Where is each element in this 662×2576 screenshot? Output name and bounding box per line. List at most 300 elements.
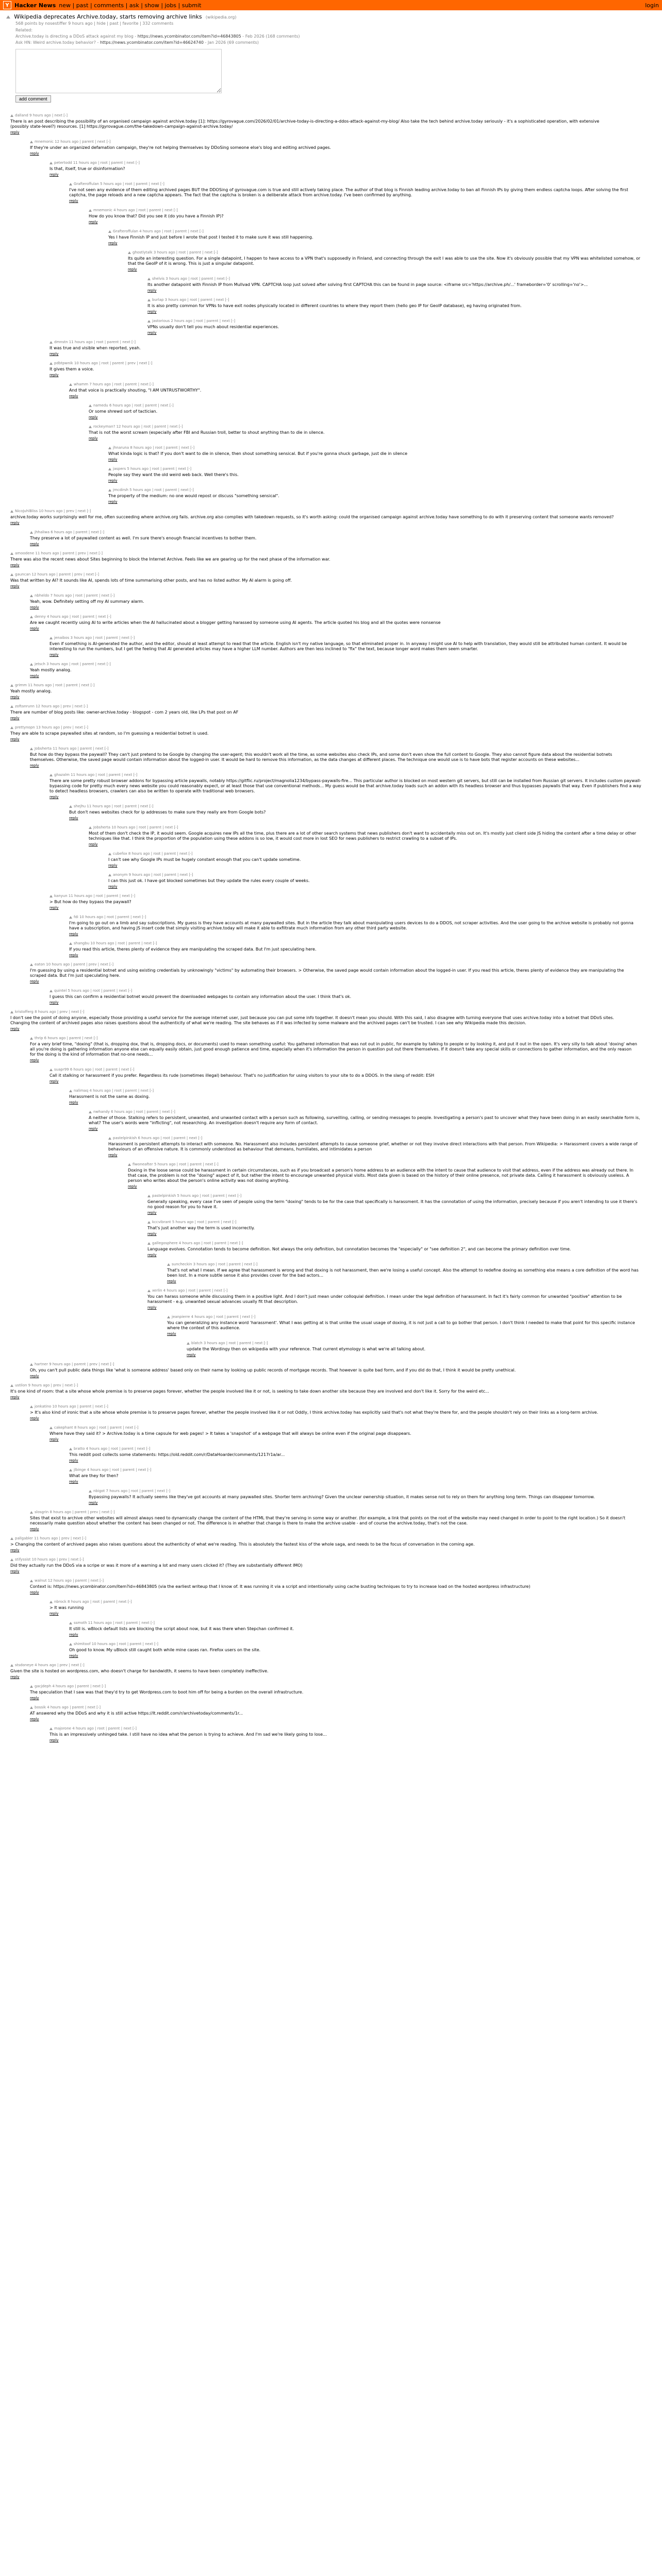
comment-item <box>167 1262 641 1284</box>
comment-item <box>10 509 641 526</box>
related-2-link[interactable]: https://news.ycombinator.com/item?id=46624740 <box>100 40 204 45</box>
reply-link[interactable]: reply <box>10 521 20 525</box>
reply-link[interactable]: reply <box>108 457 118 462</box>
comment-header-text[interactable]: jhnaruna 8 hours ago | root | parent | next [-] <box>113 446 195 450</box>
reply-link[interactable]: reply <box>89 415 98 419</box>
comment-header-text[interactable]: stifyssist 10 hours ago | prev | next [-] <box>15 1557 84 1562</box>
reply-link[interactable]: reply <box>49 1079 59 1083</box>
comment-item <box>30 1510 641 1532</box>
comment-upvote-icon[interactable] <box>108 489 111 492</box>
comment-meta <box>49 1726 641 1731</box>
comment-meta <box>147 297 641 302</box>
comment-header-text[interactable]: dalland 9 hours ago | next [-] <box>15 113 68 117</box>
comment-text: If they're under an organized defamation campaign, they're not helping themselves by DDoSing someone else's blog and editing archived pages. <box>30 145 332 150</box>
comment-text: Did they actually run the DDoS via a scripe or was it more of a warning a lot and many users clicked it? (They are substantially different IMO) <box>10 1563 303 1568</box>
comment-upvote-icon[interactable] <box>30 1405 33 1408</box>
comment-header-text[interactable]: quintel 5 hours ago | root | parent | next [-] <box>54 989 133 993</box>
comment-text: How do you know that? Did you see it (do you have a Finnish IP)? <box>89 214 224 218</box>
site-name[interactable]: Hacker News <box>14 2 56 9</box>
comment-item <box>49 1726 641 1743</box>
comment-upvote-icon[interactable] <box>10 573 13 576</box>
comment-header-text[interactable]: shelvis 3 hours ago | root | parent | next [-] <box>152 277 230 281</box>
reply-link[interactable]: reply <box>89 842 98 846</box>
reply-link[interactable]: reply <box>69 199 78 203</box>
top-nav[interactable]: new | past | comments | ask | show | jobs | submit <box>59 2 202 9</box>
comment-header-text[interactable]: prettynopn 13 hours ago | prev | next [-] <box>15 725 88 730</box>
comment-header-text[interactable]: kristofferg 8 hours ago | prev | next [-] <box>15 1010 85 1014</box>
comment-item <box>30 593 641 610</box>
comment-item <box>10 1536 641 1553</box>
reply-link[interactable]: reply <box>69 1480 78 1484</box>
reply-link[interactable]: reply <box>10 1395 20 1399</box>
comment-header-text[interactable]: cubefox 8 hours ago | root | parent | next [-] <box>113 852 193 856</box>
reply-link[interactable]: reply <box>147 310 157 314</box>
comment-header-text[interactable]: majorone 4 hours ago | root | parent | next [-] <box>54 1726 137 1731</box>
reply-link[interactable]: reply <box>10 695 20 699</box>
comment-header-text[interactable]: petertodd 11 hours ago | root | parent | next [-] <box>54 161 140 165</box>
comment-header-text[interactable]: kccvibrant 5 hours ago | root | parent | next [-] <box>152 1220 237 1224</box>
comment-upvote-icon[interactable] <box>69 916 72 919</box>
comment-upvote-icon[interactable] <box>30 616 33 618</box>
reply-link[interactable]: reply <box>49 906 59 910</box>
reply-link[interactable]: reply <box>49 795 59 799</box>
comment-text: But don't news websites check for ip addresses to make sure they really are from Google bots? <box>69 810 266 815</box>
comment-header-text[interactable]: bratto 4 hours ago | root | parent | next [-] <box>74 1447 151 1451</box>
comment-meta <box>69 1446 641 1451</box>
upvote-icon[interactable] <box>6 15 10 19</box>
reply-link[interactable]: reply <box>167 1279 176 1283</box>
comment-header-text[interactable]: jaspers 5 hours ago | root | parent | next [-] <box>113 467 192 471</box>
comment-text: Even if something is AI-generated the author, and the editor, should at least attempt to read that the article. English isn't my native language, so that eliminated proper in. In anyway I might use AI to help with translation, they would still be attributed human content. It would be interesting to run the numbers, but I get the feeling that AI generated articles may have a higher LLM number. Authors are then less inclined to "fix" the text, because longer word makes them seem smarter. <box>49 641 627 651</box>
comment-header-text[interactable]: kanyun 11 hours ago | root | parent | next [-] <box>54 894 136 898</box>
comment-header-text[interactable]: blatch 3 hours ago | root | parent | next [-] <box>191 1341 268 1345</box>
reply-link[interactable]: reply <box>30 979 39 984</box>
comment-meta <box>69 382 641 387</box>
comment-header-text[interactable]: suncheckin 3 hours ago | root | parent | next [-] <box>172 1262 258 1266</box>
reply-link[interactable]: reply <box>10 1027 20 1031</box>
comment-upvote-icon[interactable] <box>30 595 33 597</box>
comment-meta <box>147 1219 641 1225</box>
comment-item <box>30 1362 641 1379</box>
comment-text: What are they for then? <box>69 1473 119 1478</box>
reply-link[interactable]: reply <box>187 1353 196 1357</box>
comment-text: It is also pretty common for VPNs to have exit nodes physically located in different countries to where they report them (hello geo IP for GeoIP database), eg having originated from. <box>147 303 522 308</box>
comment-text: Doxing in the loose sense could be harassment in certain circumstances, such as if you broadcast a person's home address to an audience with the intent to cause that audience to visit that address, even if the address was already out there. In that case, the problem is not the "doxing" aspect of it, but rather the intent to encourage unwanted physical visits. Most data given is based on the history of their online presence, not private data. Calling it harassment is obviously useless. A person who writes about the person's online activity was not doxing anything. <box>128 1168 634 1183</box>
comment-header-text[interactable]: NicoJuhlBliss 10 hours ago | prev | next [-] <box>15 509 91 513</box>
reply-link[interactable]: reply <box>49 373 59 377</box>
reply-link[interactable]: reply <box>147 289 157 293</box>
comment-header-text[interactable]: suapr99 6 hours ago | root | parent | next [-] <box>54 1067 135 1072</box>
comment-upvote-icon[interactable] <box>147 320 151 323</box>
reply-link[interactable]: reply <box>10 584 20 588</box>
comment-upvote-icon[interactable] <box>128 251 131 254</box>
reply-link[interactable]: reply <box>128 267 137 272</box>
reply-link[interactable]: reply <box>69 1633 78 1637</box>
reply-link[interactable]: reply <box>128 1184 137 1189</box>
comment-upvote-icon[interactable] <box>89 826 92 829</box>
comment-upvote-icon[interactable] <box>30 531 33 534</box>
comment-header-text[interactable]: anonym 9 hours ago | root | parent | next [-] <box>113 873 193 877</box>
reply-link[interactable]: reply <box>147 1306 157 1310</box>
comment-upvote-icon[interactable] <box>167 1263 170 1266</box>
reply-link[interactable]: reply <box>30 1590 39 1595</box>
comment-meta <box>30 1404 641 1409</box>
related-1-suffix: - Feb 2026 (168 comments) <box>242 34 300 39</box>
comment-meta <box>30 614 641 619</box>
comment-item <box>89 208 641 225</box>
comment-meta <box>147 318 641 324</box>
comment-header-text[interactable]: Grafteroffulan 4 hours ago | root | parent | next [-] <box>113 229 204 233</box>
comment-header-text[interactable]: ssmoth 11 hours ago | root | parent | next [-] <box>74 1621 155 1625</box>
comment-upvote-icon[interactable] <box>30 663 33 666</box>
comment-header-text[interactable]: Jobsherta 10 hours ago | root | parent | next [-] <box>93 825 178 829</box>
comment-header-text[interactable]: pastelpinkish 6 hours ago | root | parent | next [-] <box>113 1136 203 1140</box>
comment-item <box>10 704 641 721</box>
comment-meta <box>128 250 641 255</box>
reply-link[interactable]: reply <box>10 130 20 134</box>
comment-upvote-icon[interactable] <box>10 705 13 708</box>
comment-upvote-icon[interactable] <box>69 942 72 945</box>
comment-header-text[interactable]: jastorious 2 hours ago | root | parent | next [-] <box>152 319 236 323</box>
comment-header-text[interactable]: mnemonic 4 hours ago | root | parent | next [-] <box>93 208 178 212</box>
comment-header-text[interactable]: jlbinge 4 hours ago | root | parent | next [-] <box>74 1468 152 1472</box>
login-link[interactable]: login <box>645 2 659 9</box>
related-2-suffix: - Jan 2026 (69 comments) <box>205 40 259 45</box>
comment-upvote-icon[interactable] <box>49 990 53 992</box>
comment-upvote-icon[interactable] <box>49 637 53 639</box>
reply-link[interactable]: reply <box>69 816 78 820</box>
reply-link[interactable]: reply <box>167 1332 176 1336</box>
reply-link[interactable]: reply <box>89 1127 98 1131</box>
comment-meta <box>89 1109 641 1114</box>
comment-upvote-icon[interactable] <box>30 748 33 750</box>
comment-meta <box>30 1036 641 1041</box>
comment-upvote-icon[interactable] <box>30 1363 33 1366</box>
reply-link[interactable]: reply <box>10 716 20 720</box>
comment-item <box>30 1404 641 1421</box>
reply-link[interactable]: reply <box>10 1548 20 1552</box>
reply-link[interactable]: reply <box>30 1058 39 1062</box>
comment-header-text[interactable]: Jobsherta 11 hours ago | parent | next [-] <box>35 747 109 751</box>
reply-link[interactable]: reply <box>69 1100 78 1105</box>
reply-link[interactable]: reply <box>49 1612 59 1616</box>
y-logo-icon[interactable]: Y <box>3 1 11 9</box>
comment-upvote-icon[interactable] <box>108 853 111 855</box>
comment-text: Or some shrewd sort of tactician. <box>89 409 158 414</box>
reply-link[interactable]: reply <box>49 653 59 657</box>
comment-header-text[interactable]: nbheldo 7 hours ago | root | parent | next [-] <box>35 594 115 598</box>
comment-item <box>147 276 641 293</box>
reply-link[interactable]: reply <box>49 1437 59 1442</box>
comment-item <box>49 361 641 378</box>
reply-link[interactable]: reply <box>147 1232 157 1236</box>
reply-link[interactable]: reply <box>89 436 98 440</box>
comment-header-text[interactable]: pastelpinkish 5 hours ago | root | parent | next [-] <box>152 1194 242 1198</box>
comment-upvote-icon[interactable] <box>10 552 13 555</box>
comment-header-text[interactable]: ustilon 9 hours ago | prev | next [-] <box>15 1383 78 1387</box>
comment-header-text[interactable]: pdbtpwnik 10 hours ago | root | parent | prev | next [-] <box>54 361 153 365</box>
comment-textarea[interactable] <box>15 49 222 93</box>
reply-link[interactable]: reply <box>69 953 78 957</box>
comment-header-text[interactable]: jmcdirsh 5 hours ago | root | parent | next [-] <box>113 488 194 492</box>
comment-meta <box>147 276 641 281</box>
reply-link[interactable]: reply <box>49 1001 59 1005</box>
add-comment-button[interactable]: add comment <box>15 95 51 103</box>
comment-upvote-icon[interactable] <box>108 230 111 233</box>
comment-header-text[interactable]: thrip 6 hours ago | parent | next [-] <box>35 1036 98 1040</box>
comment-header-text[interactable]: jhhaliwa 6 hours ago | parent | next [-] <box>35 530 105 534</box>
comment-header-text[interactable]: ghostlytalk 3 hours ago | root | parent | next [-] <box>133 250 218 255</box>
comment-header-text[interactable]: burlap 3 hours ago | root | parent | next [-] <box>152 298 229 302</box>
reply-link[interactable]: reply <box>10 1675 20 1679</box>
comment-upvote-icon[interactable] <box>89 209 92 212</box>
comment-item <box>69 804 641 821</box>
reply-link[interactable]: reply <box>147 1253 157 1257</box>
comment-meta <box>108 229 641 234</box>
comment-upvote-icon[interactable] <box>49 1069 53 1071</box>
comment-meta <box>147 1241 641 1246</box>
comment-header-text[interactable]: whamm 7 hours ago | root | parent | next [-] <box>74 382 154 386</box>
comment-item <box>49 340 641 357</box>
comment-upvote-icon[interactable] <box>10 684 13 687</box>
reply-link[interactable]: reply <box>30 674 39 678</box>
comment-meta <box>89 825 641 830</box>
reply-link[interactable]: reply <box>69 394 78 398</box>
reply-link[interactable]: reply <box>30 1527 39 1531</box>
reply-link[interactable]: reply <box>108 479 118 483</box>
comment-upvote-icon[interactable] <box>147 278 151 280</box>
reply-link[interactable]: reply <box>30 542 39 546</box>
reply-link[interactable]: reply <box>69 1459 78 1463</box>
related-item-2 <box>15 40 656 45</box>
comment-header-text[interactable]: jonkatino 10 hours ago | parent | next [-] <box>35 1404 108 1409</box>
comment-item <box>30 139 641 156</box>
reply-link[interactable]: reply <box>147 1211 157 1215</box>
comment-item <box>69 1446 641 1463</box>
comment-header-text[interactable]: hartner 9 hours ago | parent | prev | next [-] <box>35 1362 114 1366</box>
reply-link[interactable]: reply <box>108 863 118 868</box>
related-2-prefix: Ask HN: Weird archive.today behavior? - <box>15 40 99 45</box>
comment-upvote-icon[interactable] <box>69 805 72 808</box>
comment-item <box>69 181 641 204</box>
comment-header-text[interactable]: slosgrin 8 hours ago | parent | prev | next [-] <box>35 1510 115 1514</box>
comment-upvote-icon[interactable] <box>10 1384 13 1387</box>
reply-link[interactable]: reply <box>30 764 39 768</box>
comment-header-text[interactable]: eaton 10 hours ago | parent | prev | next [-] <box>35 962 114 967</box>
comment-upvote-icon[interactable] <box>69 1622 72 1624</box>
comment-upvote-icon[interactable] <box>10 510 13 513</box>
comment-upvote-icon[interactable] <box>49 1727 53 1730</box>
comment-upvote-icon[interactable] <box>69 1643 72 1646</box>
reply-link[interactable]: reply <box>10 1569 20 1573</box>
comment-upvote-icon[interactable] <box>10 1558 13 1561</box>
comment-meta <box>89 403 641 408</box>
comment-item <box>10 551 641 568</box>
reply-link[interactable]: reply <box>69 932 78 936</box>
story-domain[interactable]: (wikipedia.org) <box>205 15 237 20</box>
comment-upvote-icon[interactable] <box>49 895 53 897</box>
reply-link[interactable]: reply <box>108 885 118 889</box>
comment-header-text[interactable]: gauncan 12 hours ago | parent | prev | next [-] <box>15 572 100 577</box>
comment-upvote-icon[interactable] <box>49 162 53 164</box>
comment-meta <box>167 1262 641 1267</box>
comment-item <box>187 1341 641 1358</box>
comment-header-text[interactable]: shimitoof 10 hours ago | root | parent | next [-] <box>74 1642 158 1646</box>
comment-header-text[interactable]: nwhandy 6 hours ago | root | parent | next [-] <box>93 1110 175 1114</box>
reply-link[interactable]: reply <box>108 500 118 504</box>
comment-upvote-icon[interactable] <box>10 726 13 729</box>
comment-upvote-icon[interactable] <box>167 1316 170 1318</box>
comment-header-text[interactable]: rockeyman? 12 hours ago | root | parent | next [-] <box>93 425 183 429</box>
story-title[interactable]: Wikipedia deprecates Archive.today, starts removing archive links <box>14 13 202 20</box>
comment-upvote-icon[interactable] <box>147 1290 151 1292</box>
comment-meta <box>10 1009 641 1014</box>
comment-upvote-icon[interactable] <box>89 404 92 407</box>
comment-item <box>69 914 641 937</box>
comment-upvote-icon[interactable] <box>49 774 53 776</box>
reply-link[interactable]: reply <box>30 151 39 156</box>
comment-upvote-icon[interactable] <box>69 1448 72 1450</box>
related-1-link[interactable]: https://news.ycombinator.com/item?id=46843805 <box>137 34 241 39</box>
reply-link[interactable]: reply <box>10 737 20 741</box>
comment-upvote-icon[interactable] <box>108 447 111 449</box>
comment-upvote-icon[interactable] <box>108 468 111 470</box>
comment-meta <box>49 772 641 777</box>
comment-upvote-icon[interactable] <box>10 1011 13 1013</box>
comment-text: You can generalizing any instance word 'harassment'. What I was getting at is that unlike the usual usage of doxing, it is not just a call to go bother that person. I don't think I needed to make that point for this specific instance where the context of this audience. <box>167 1320 635 1330</box>
comment-text: I guess this can confirm a residential botnet would prevent the downloaded webpages to contain any information about the user. I think that's ok. <box>49 994 352 999</box>
comment-upvote-icon[interactable] <box>147 1221 151 1224</box>
comment-meta <box>10 1557 641 1562</box>
comment-header-text[interactable]: Grafteroffulan 5 hours ago | root | parent | next [-] <box>74 182 164 186</box>
comment-header-text[interactable]: cakephant 8 hours ago | root | parent | next [-] <box>54 1426 139 1430</box>
reply-link[interactable]: reply <box>108 241 118 245</box>
comment-item <box>10 683 641 700</box>
reply-link[interactable]: reply <box>89 220 98 224</box>
comment-upvote-icon[interactable] <box>49 362 53 365</box>
reply-link[interactable]: reply <box>30 1696 39 1700</box>
comment-upvote-icon[interactable] <box>108 874 111 876</box>
comment-header-text[interactable]: ghazalm 11 hours ago | root | parent | next [-] <box>54 773 138 777</box>
comment-item <box>108 229 641 246</box>
comment-tree <box>0 113 662 1743</box>
comment-header-text[interactable]: shangbu 10 hours ago | root | parent | next [-] <box>74 941 157 945</box>
comment-item <box>128 1162 641 1189</box>
reply-link[interactable]: reply <box>30 626 39 631</box>
comment-upvote-icon[interactable] <box>10 1537 13 1540</box>
reply-link[interactable]: reply <box>49 173 59 177</box>
comment-meta <box>49 160 641 165</box>
comment-header-text[interactable]: mnemonic 12 hours ago | parent | next [-] <box>35 140 111 144</box>
comment-header-text[interactable]: nalimaq 4 hours ago | root | parent | next [-] <box>74 1089 154 1093</box>
comment-upvote-icon[interactable] <box>89 426 92 428</box>
comment-upvote-icon[interactable] <box>30 141 33 143</box>
comment-text: Was that written by AI? It sounds like AI, spends lots of time summarising other posts, and has no listed author. My AI alarm is going off. <box>10 578 292 583</box>
reply-link[interactable]: reply <box>89 1501 98 1505</box>
comment-upvote-icon[interactable] <box>89 1490 92 1493</box>
comment-header-text[interactable]: nbrock 8 hours ago | root | parent | next [-] <box>54 1600 132 1604</box>
comment-header-text[interactable]: grimm 11 hours ago | root | parent | next [-] <box>15 683 95 687</box>
comment-upvote-icon[interactable] <box>30 1580 33 1582</box>
reply-link[interactable]: reply <box>147 331 157 335</box>
comment-upvote-icon[interactable] <box>69 383 72 386</box>
comment-header-text[interactable]: gacjdeph 4 hours ago | parent | next [-] <box>35 1684 106 1688</box>
comment-item <box>10 572 641 589</box>
comment-header-text[interactable]: namedu 6 hours ago | root | parent | next [-] <box>93 403 174 408</box>
reply-link[interactable]: reply <box>30 1374 39 1378</box>
comment-upvote-icon[interactable] <box>147 1195 151 1197</box>
reply-link[interactable]: reply <box>30 1717 39 1721</box>
comment-upvote-icon[interactable] <box>89 1111 92 1113</box>
comment-header-text[interactable]: nbigot 7 hours ago | root | parent | next [-] <box>93 1489 171 1493</box>
comment-header-text[interactable]: shejhu 11 hours ago | root | parent | next [-] <box>74 804 154 808</box>
comment-header-text[interactable]: jenaibos 3 hours ago | root | parent | next [-] <box>54 636 135 640</box>
comment-upvote-icon[interactable] <box>128 1163 131 1166</box>
reply-link[interactable]: reply <box>49 1738 59 1742</box>
comment-item <box>89 825 641 847</box>
comment-item <box>167 1314 641 1336</box>
comment-upvote-icon[interactable] <box>30 1706 33 1709</box>
reply-link[interactable]: reply <box>30 1416 39 1420</box>
comment-item <box>49 1067 641 1084</box>
reply-link[interactable]: reply <box>69 1654 78 1658</box>
reply-link[interactable]: reply <box>49 352 59 356</box>
comment-upvote-icon[interactable] <box>30 1685 33 1688</box>
comment-upvote-icon[interactable] <box>30 1511 33 1514</box>
comment-upvote-icon[interactable] <box>30 963 33 966</box>
comment-upvote-icon[interactable] <box>49 1427 53 1429</box>
comment-meta <box>108 1136 641 1141</box>
reply-link[interactable]: reply <box>108 1153 118 1157</box>
comment-upvote-icon[interactable] <box>147 1242 151 1245</box>
comment-header-text[interactable]: dmnstn 11 hours ago | root | parent | next [-] <box>54 340 136 344</box>
comment-upvote-icon[interactable] <box>49 341 53 344</box>
comment-text: I've not seen any evidence of them editing archived pages BUT the DDOSing of gyrovague.com is true and still actively taking place. The author of that blog is Finnish leading archive.today to ban all Finnish IPs by giving them endless captcha loops. After solving the first captcha, the page reloads and a new captcha appears. The fact that the captcha is broken is a deliberate attack from archive.today. I've been confirmed by anything. <box>69 188 628 197</box>
comment-header-text[interactable]: walnut 12 hours ago | parent | next [-] <box>35 1579 104 1583</box>
comment-item <box>30 662 641 679</box>
comment-header-text[interactable]: pallgabler 11 hours ago | prev | next [-] <box>15 1536 87 1540</box>
comment-header-text[interactable]: zoftanrunn 12 hours ago | prev | next [-] <box>15 704 88 708</box>
comment-header-text[interactable]: fiwoneafter 5 hours ago | root | parent | next [-] <box>133 1162 219 1166</box>
comment-header-text[interactable]: gallegosphere 4 hours ago | root | parent | next [-] <box>152 1241 243 1245</box>
comment-upvote-icon[interactable] <box>69 183 72 185</box>
comment-upvote-icon[interactable] <box>147 299 151 301</box>
comment-upvote-icon[interactable] <box>187 1342 190 1345</box>
comment-header-text[interactable]: bossik 4 hours ago | parent | next [-] <box>35 1705 101 1709</box>
reply-link[interactable]: reply <box>30 605 39 609</box>
comment-header-text[interactable]: xerlin 4 hours ago | root | parent | next [-] <box>152 1289 228 1293</box>
comment-header-text[interactable]: stsdoneye 4 hours ago | prev | next [-] <box>15 1663 85 1667</box>
comment-item <box>30 1578 641 1595</box>
comment-upvote-icon[interactable] <box>69 1469 72 1471</box>
comment-item <box>69 1088 641 1105</box>
comment-header-text[interactable]: denny 4 hours ago | root | parent | next [-] <box>35 615 111 619</box>
comment-header-text[interactable]: jetsch 3 hours ago | root | parent | next [-] <box>35 662 111 666</box>
comment-upvote-icon[interactable] <box>49 1601 53 1603</box>
comment-header-text[interactable]: jeanpierre 4 hours ago | root | parent | next [-] <box>172 1315 256 1319</box>
comment-upvote-icon[interactable] <box>108 1137 111 1140</box>
comment-header-text[interactable]: amoodene 11 hours ago | parent | prev | next [-] <box>15 551 103 555</box>
comment-text: Is that, itself, true or disinformation? <box>49 166 125 171</box>
comment-upvote-icon[interactable] <box>30 1037 33 1040</box>
comment-upvote-icon[interactable] <box>69 1090 72 1092</box>
comment-meta <box>30 1684 641 1689</box>
reply-link[interactable]: reply <box>10 563 20 567</box>
comment-upvote-icon[interactable] <box>10 114 13 117</box>
comment-item <box>10 1663 641 1680</box>
comment-upvote-icon[interactable] <box>10 1664 13 1667</box>
comment-header-text[interactable]: fdi 10 hours ago | root | parent | next [-] <box>74 915 146 919</box>
